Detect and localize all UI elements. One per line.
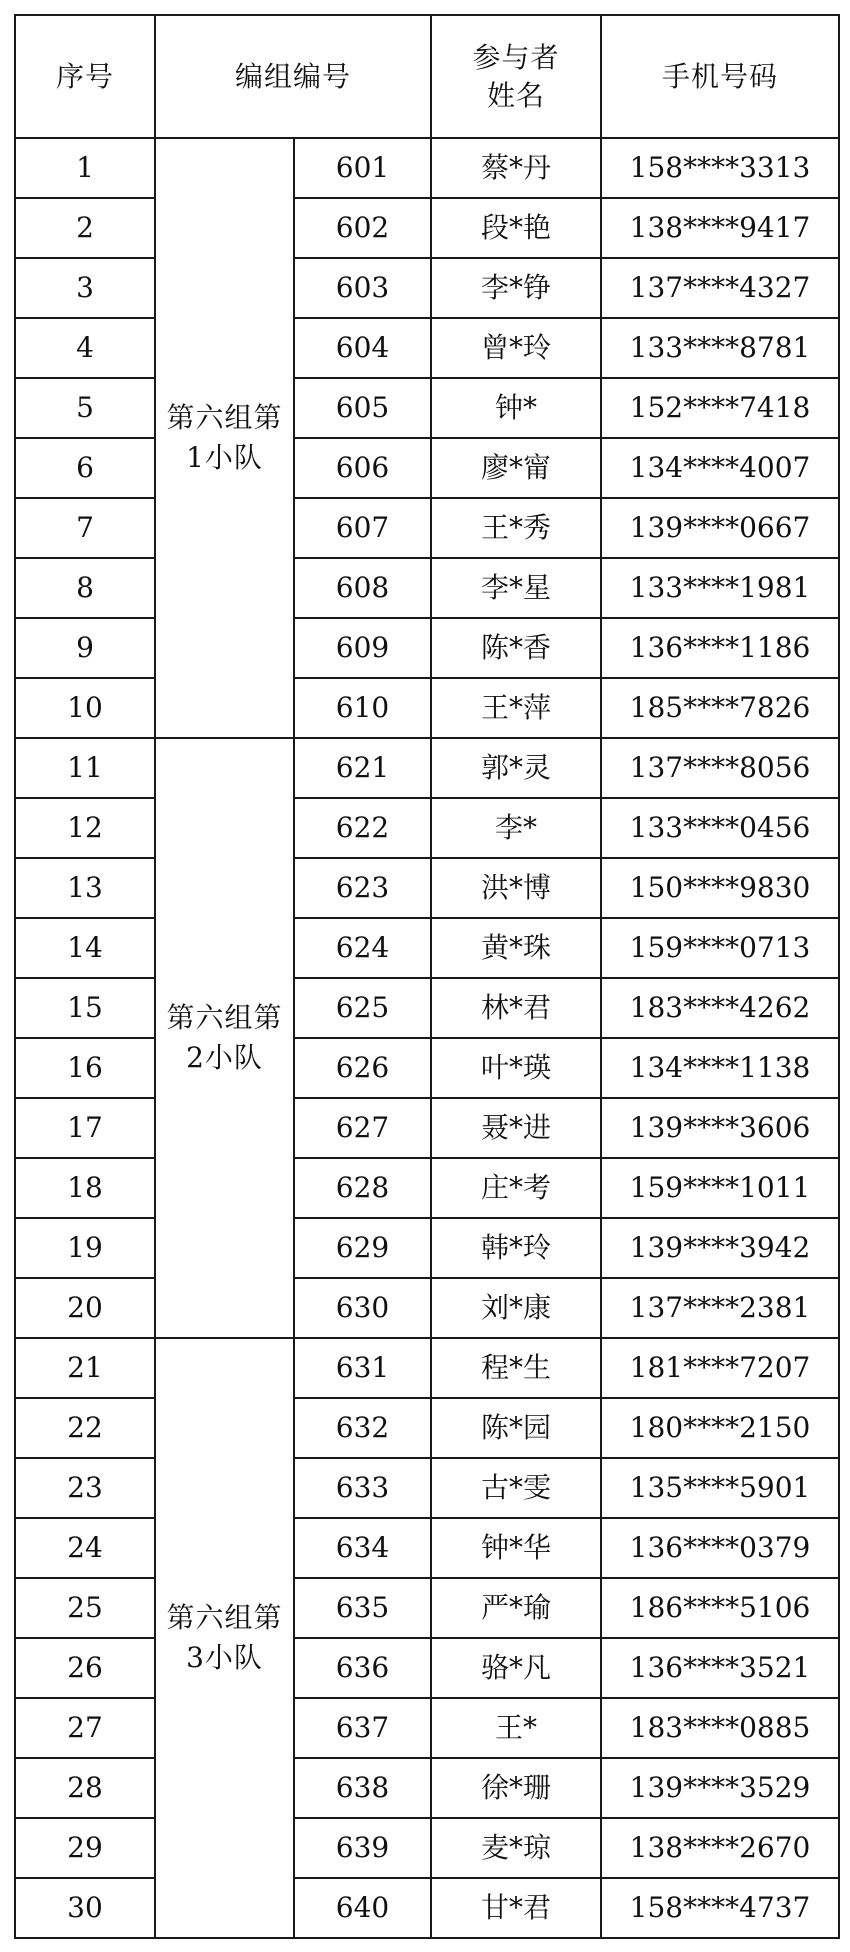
table-row [15,1278,839,1338]
group-code-cell: 632 [294,1398,431,1458]
group-code-cell: 622 [294,798,431,858]
team-name-line2: 1小队 [186,441,263,474]
group-code-cell: 605 [294,378,431,438]
participant-name-cell: 李*铮 [431,258,601,318]
group-code-cell: 623 [294,858,431,918]
seq-cell: 22 [15,1398,155,1458]
group-code-cell: 633 [294,1458,431,1518]
team-name-line1: 第六组第 [166,1601,283,1634]
seq-cell: 21 [15,1338,155,1398]
table-row [15,858,839,918]
seq-cell: 10 [15,678,155,738]
table-row [15,1818,839,1878]
phone-cell: 134****4007 [601,438,839,498]
header-row [15,15,839,138]
table-row [15,1698,839,1758]
participant-name-cell: 王*萍 [431,678,601,738]
participant-table [14,14,840,1939]
phone-cell: 180****2150 [601,1398,839,1458]
phone-cell: 152****7418 [601,378,839,438]
table-row [15,1098,839,1158]
group-code-cell: 637 [294,1698,431,1758]
phone-cell: 139****3606 [601,1098,839,1158]
table-row [15,498,839,558]
phone-cell: 183****0885 [601,1698,839,1758]
table-row [15,1638,839,1698]
seq-cell: 5 [15,378,155,438]
group-code-cell: 630 [294,1278,431,1338]
group-code-cell: 638 [294,1758,431,1818]
participant-name-cell: 刘*康 [431,1278,601,1338]
phone-cell: 150****9830 [601,858,839,918]
phone-cell: 135****5901 [601,1458,839,1518]
team-name-line2: 2小队 [186,1041,263,1074]
participant-name-cell: 黄*珠 [431,918,601,978]
header-seq: 序号 [15,15,155,138]
table-row [15,1578,839,1638]
phone-cell: 134****1138 [601,1038,839,1098]
phone-cell: 183****4262 [601,978,839,1038]
participant-name-cell: 曾*玲 [431,318,601,378]
participant-name-cell: 甘*君 [431,1878,601,1938]
table-row [15,1218,839,1278]
table-row [15,1758,839,1818]
table-row [15,978,839,1038]
participant-name-cell: 廖*甯 [431,438,601,498]
participant-name-cell: 程*生 [431,1338,601,1398]
table-row [15,1518,839,1578]
group-code-cell: 603 [294,258,431,318]
phone-cell: 136****3521 [601,1638,839,1698]
seq-cell: 23 [15,1458,155,1518]
participant-name-cell: 古*雯 [431,1458,601,1518]
phone-cell: 136****0379 [601,1518,839,1578]
seq-cell: 26 [15,1638,155,1698]
participant-name-cell: 麦*琼 [431,1818,601,1878]
participant-name-cell: 韩*玲 [431,1218,601,1278]
table-row [15,1038,839,1098]
table-row [15,918,839,978]
group-code-cell: 628 [294,1158,431,1218]
participant-name-cell: 聂*进 [431,1098,601,1158]
seq-cell: 28 [15,1758,155,1818]
phone-cell: 158****3313 [601,138,839,198]
group-code-cell: 609 [294,618,431,678]
phone-cell: 133****8781 [601,318,839,378]
table-row [15,558,839,618]
participant-name-cell: 陈*香 [431,618,601,678]
participant-name-cell: 徐*珊 [431,1758,601,1818]
table-row [15,138,839,198]
team-cell [155,1338,294,1938]
participant-name-cell: 李* [431,798,601,858]
participant-name-cell: 骆*凡 [431,1638,601,1698]
seq-cell: 29 [15,1818,155,1878]
group-code-cell: 631 [294,1338,431,1398]
group-code-cell: 626 [294,1038,431,1098]
group-code-cell: 608 [294,558,431,618]
seq-cell: 18 [15,1158,155,1218]
participant-name-cell: 郭*灵 [431,738,601,798]
header-phone: 手机号码 [601,15,839,138]
seq-cell: 1 [15,138,155,198]
table-row [15,798,839,858]
group-code-cell: 602 [294,198,431,258]
phone-cell: 137****2381 [601,1278,839,1338]
team-cell [155,138,294,738]
seq-cell: 25 [15,1578,155,1638]
group-code-cell: 606 [294,438,431,498]
table-row [15,378,839,438]
table-row [15,318,839,378]
seq-cell: 11 [15,738,155,798]
seq-cell: 16 [15,1038,155,1098]
phone-cell: 139****3942 [601,1218,839,1278]
participant-name-cell: 李*星 [431,558,601,618]
participant-name-cell: 洪*博 [431,858,601,918]
table-row [15,1878,839,1938]
seq-cell: 7 [15,498,155,558]
phone-cell: 137****8056 [601,738,839,798]
participant-name-cell: 段*艳 [431,198,601,258]
table-row [15,1458,839,1518]
participant-name-cell: 王*秀 [431,498,601,558]
group-code-cell: 604 [294,318,431,378]
table-row [15,618,839,678]
header-group-code: 编组编号 [155,15,431,138]
table-row [15,678,839,738]
header-participant-line1: 参与者 [472,40,560,74]
participant-name-cell: 蔡*丹 [431,138,601,198]
group-code-cell: 624 [294,918,431,978]
group-code-cell: 639 [294,1818,431,1878]
team-name-line1: 第六组第 [166,401,283,434]
seq-cell: 20 [15,1278,155,1338]
participant-name-cell: 林*君 [431,978,601,1038]
participant-name-cell: 叶*瑛 [431,1038,601,1098]
phone-cell: 185****7826 [601,678,839,738]
table-row [15,198,839,258]
seq-cell: 19 [15,1218,155,1278]
phone-cell: 139****0667 [601,498,839,558]
seq-cell: 14 [15,918,155,978]
seq-cell: 9 [15,618,155,678]
phone-cell: 138****2670 [601,1818,839,1878]
phone-cell: 186****5106 [601,1578,839,1638]
table-row [15,1158,839,1218]
header-participant-name [431,15,601,138]
seq-cell: 8 [15,558,155,618]
group-code-cell: 640 [294,1878,431,1938]
participant-name-cell: 庄*考 [431,1158,601,1218]
group-code-cell: 629 [294,1218,431,1278]
seq-cell: 3 [15,258,155,318]
table-row [15,1398,839,1458]
phone-cell: 136****1186 [601,618,839,678]
team-name-line1: 第六组第 [166,1001,283,1034]
group-code-cell: 610 [294,678,431,738]
phone-cell: 181****7207 [601,1338,839,1398]
group-code-cell: 627 [294,1098,431,1158]
table-row [15,258,839,318]
seq-cell: 2 [15,198,155,258]
phone-cell: 159****1011 [601,1158,839,1218]
table-row [15,738,839,798]
seq-cell: 15 [15,978,155,1038]
phone-cell: 138****9417 [601,198,839,258]
phone-cell: 133****1981 [601,558,839,618]
header-participant-line2: 姓名 [487,78,546,112]
phone-cell: 159****0713 [601,918,839,978]
participant-name-cell: 钟* [431,378,601,438]
table-body [15,138,839,1938]
participant-name-cell: 钟*华 [431,1518,601,1578]
group-code-cell: 635 [294,1578,431,1638]
team-cell [155,738,294,1338]
group-code-cell: 607 [294,498,431,558]
seq-cell: 17 [15,1098,155,1158]
seq-cell: 27 [15,1698,155,1758]
seq-cell: 12 [15,798,155,858]
seq-cell: 13 [15,858,155,918]
participant-name-cell: 王* [431,1698,601,1758]
seq-cell: 6 [15,438,155,498]
table-row [15,1338,839,1398]
phone-cell: 133****0456 [601,798,839,858]
group-code-cell: 625 [294,978,431,1038]
phone-cell: 158****4737 [601,1878,839,1938]
seq-cell: 30 [15,1878,155,1938]
group-code-cell: 601 [294,138,431,198]
seq-cell: 4 [15,318,155,378]
participant-name-cell: 陈*园 [431,1398,601,1458]
seq-cell: 24 [15,1518,155,1578]
group-code-cell: 636 [294,1638,431,1698]
team-name-line2: 3小队 [186,1641,263,1674]
phone-cell: 139****3529 [601,1758,839,1818]
table-row [15,438,839,498]
phone-cell: 137****4327 [601,258,839,318]
group-code-cell: 634 [294,1518,431,1578]
group-code-cell: 621 [294,738,431,798]
participant-name-cell: 严*瑜 [431,1578,601,1638]
